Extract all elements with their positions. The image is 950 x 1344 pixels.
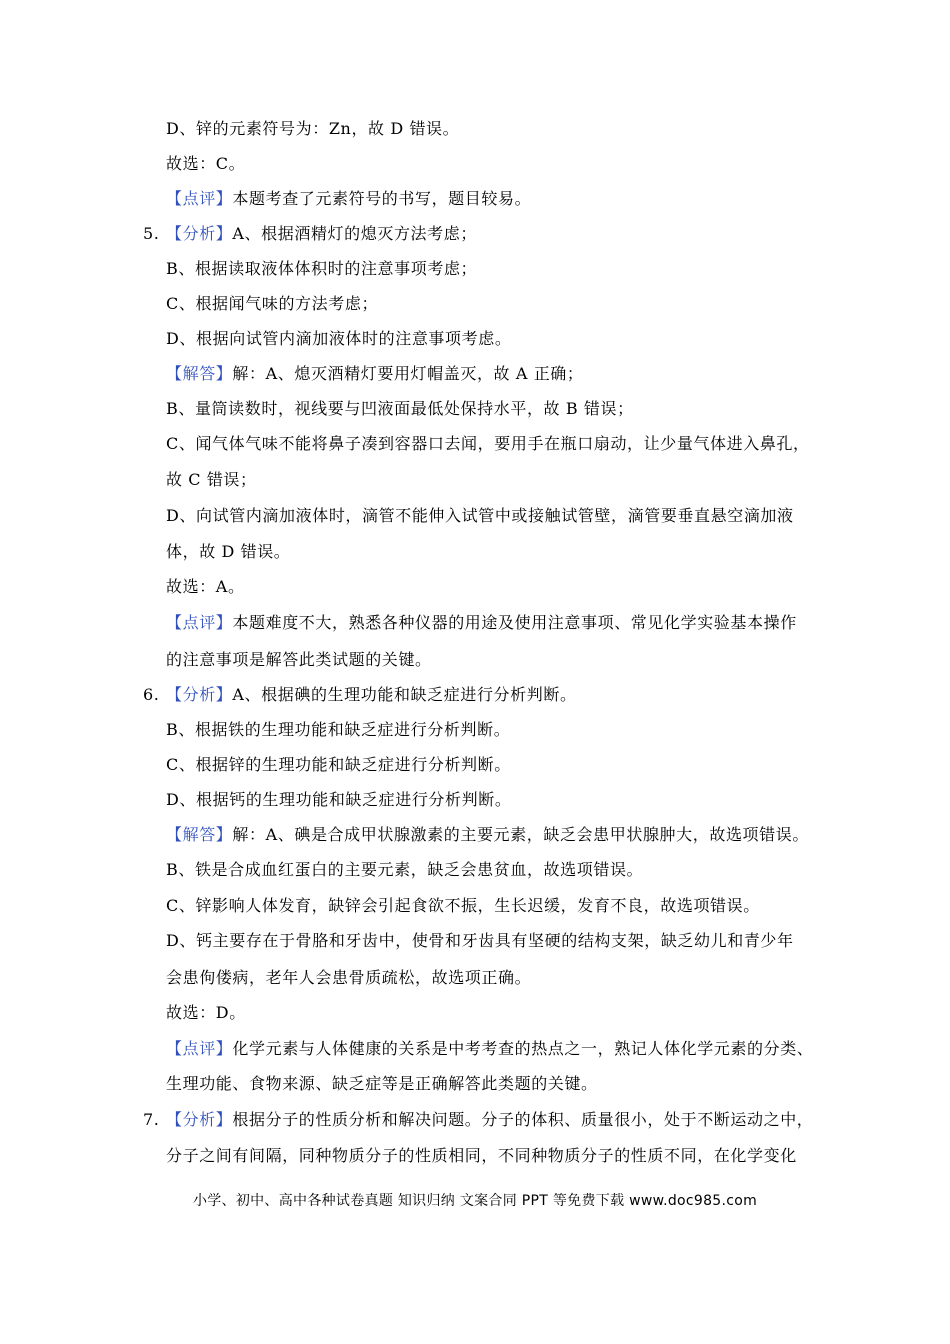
line-text: 生理功能、食物来源、缺乏症等是正确解答此类题的关键。 — [166, 1074, 598, 1093]
line-text: 的注意事项是解答此类试题的关键。 — [166, 650, 432, 669]
question-number: 6. — [143, 685, 160, 704]
text-line — [166, 1146, 797, 1166]
text-line — [166, 720, 510, 740]
section-tag: 【点评】 — [166, 189, 233, 208]
footer-banner: 小学、初中、高中各种试卷真题 知识归纳 文案合同 PPT 等免费下载 www.doc985.com — [192, 1193, 758, 1209]
text-line — [143, 224, 477, 244]
line-text: D、根据钙的生理功能和缺乏症进行分析判断。 — [166, 790, 512, 809]
line-text: D、向试管内滴加液体时，滴管不能伸入试管中或接触试管壁，滴管要垂直悬空滴加液 — [166, 506, 794, 525]
text-line — [166, 329, 511, 349]
text-line — [166, 364, 584, 384]
text-line — [166, 154, 245, 174]
text-line — [166, 790, 511, 810]
line-text: B、量筒读数时，视线要与凹液面最低处保持水平，故 B 错误； — [166, 399, 634, 418]
text-line — [166, 577, 245, 597]
line-text: 分子之间有间隔，同种物质分子的性质相同，不同种物质分子的性质不同，在化学变化 — [166, 1146, 797, 1165]
line-text: D、锌的元素符号为：Zn，故 D 错误。 — [166, 119, 460, 138]
text-line — [143, 685, 577, 705]
section-tag: 【分析】 — [166, 224, 233, 243]
text-line — [166, 860, 643, 880]
section-tag: 【解答】 — [166, 364, 233, 383]
line-text: D、根据向试管内滴加液体时的注意事项考虑。 — [166, 329, 512, 348]
text-line — [143, 1110, 814, 1130]
line-text: B、铁是合成血红蛋白的主要元素，缺乏会患贫血，故选项错误。 — [166, 860, 644, 879]
text-line — [166, 755, 511, 775]
text-line — [166, 434, 810, 454]
line-text: C、闻气体气味不能将鼻子凑到容器口去闻，要用手在瓶口扇动，让少量气体进入鼻孔， — [166, 434, 810, 453]
line-text: A、根据酒精灯的熄灭方法考虑； — [232, 224, 477, 243]
line-text: D、钙主要存在于骨胳和牙齿中，使骨和牙齿具有坚硬的结构支架，缺乏幼儿和青少年 — [166, 931, 794, 950]
text-line — [166, 542, 290, 562]
text-line — [166, 470, 257, 490]
question-number: 7. — [143, 1110, 160, 1129]
text-line — [166, 119, 459, 139]
text-line — [166, 399, 634, 419]
section-tag: 【解答】 — [166, 825, 233, 844]
section-tag: 【分析】 — [166, 685, 233, 704]
line-text: 本题考查了元素符号的书写，题目较易。 — [232, 189, 532, 208]
line-text: 化学元素与人体健康的关系是中考考查的热点之一，熟记人体化学元素的分类、 — [232, 1039, 814, 1058]
text-line — [166, 931, 794, 951]
text-line — [166, 825, 809, 845]
line-text: B、根据铁的生理功能和缺乏症进行分析判断。 — [166, 720, 511, 739]
text-line — [166, 1074, 598, 1094]
text-line — [166, 613, 797, 633]
text-line — [166, 189, 531, 209]
section-tag: 【点评】 — [166, 613, 233, 632]
line-text: C、根据闻气味的方法考虑； — [166, 294, 379, 313]
question-number: 5. — [143, 224, 160, 243]
line-text: 故选：C。 — [166, 154, 246, 173]
line-text: 会患佝偻病，老年人会患骨质疏松，故选项正确。 — [166, 968, 532, 987]
text-line — [166, 650, 432, 670]
line-text: 解：A、碘是合成甲状腺激素的主要元素，缺乏会患甲状腺肿大，故选项错误。 — [232, 825, 809, 844]
section-tag: 【分析】 — [166, 1110, 233, 1129]
line-text: 体，故 D 错误。 — [166, 542, 291, 561]
text-line — [166, 1039, 813, 1059]
text-line — [166, 259, 477, 279]
text-line — [166, 968, 531, 988]
section-tag: 【点评】 — [166, 1039, 233, 1058]
line-text: 解：A、熄灭酒精灯要用灯帽盖灭，故 A 正确； — [232, 364, 584, 383]
line-text: A、根据碘的生理功能和缺乏症进行分析判断。 — [232, 685, 577, 704]
text-line — [166, 1003, 246, 1023]
line-text: 本题难度不大，熟悉各种仪器的用途及使用注意事项、常见化学实验基本操作 — [232, 613, 797, 632]
line-text: B、根据读取液体体积时的注意事项考虑； — [166, 259, 478, 278]
line-text: 故选：D。 — [166, 1003, 246, 1022]
text-line — [166, 294, 378, 314]
line-text: C、根据锌的生理功能和缺乏症进行分析判断。 — [166, 755, 511, 774]
line-text: C、锌影响人体发育，缺锌会引起食欲不振，生长迟缓，发育不良，故选项错误。 — [166, 896, 760, 915]
line-text: 故 C 错误； — [166, 470, 257, 489]
text-line — [166, 506, 794, 526]
text-line — [166, 896, 760, 916]
line-text: 故选：A。 — [166, 577, 245, 596]
line-text: 根据分子的性质分析和解决问题。分子的体积、质量很小，处于不断运动之中， — [232, 1110, 814, 1129]
